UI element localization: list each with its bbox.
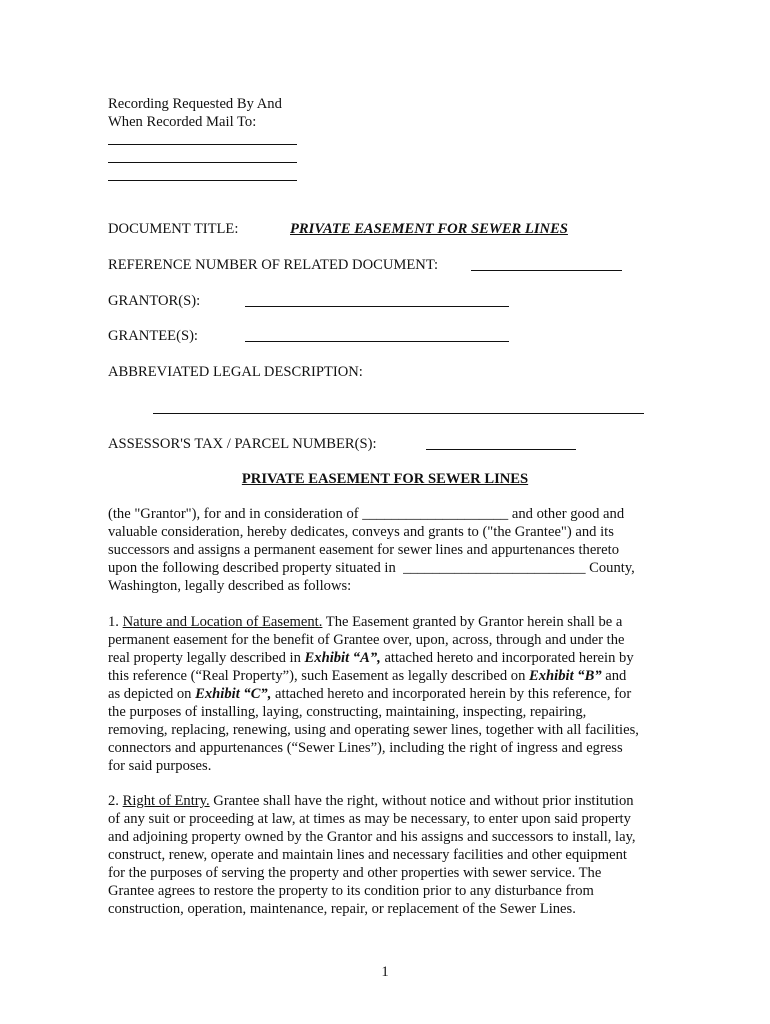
section-number: 2.	[108, 793, 119, 809]
intro-line: valuable consideration, hereby dedicates, conveys and grants to ("the Grantee") and its	[108, 524, 614, 540]
section-text: Grantee shall have the right, without notice and without prior institution	[213, 793, 634, 809]
section-line: removing, replacing, renewing, using and operating sewer lines, together with all facilities,	[108, 722, 639, 738]
section-2-paragraph	[108, 792, 663, 918]
assessor-parcel-label: ASSESSOR'S TAX / PARCEL NUMBER(S):	[108, 436, 377, 452]
exhibit-b-reference: Exhibit “B”	[529, 668, 602, 684]
mail-to-blank-1[interactable]	[108, 131, 297, 145]
section-number: 1.	[108, 614, 119, 630]
recording-requested-line: Recording Requested By And	[108, 96, 282, 112]
exhibit-a-reference: Exhibit “A”,	[304, 650, 381, 666]
intro-text: (the "Grantor"), for and in consideration of	[108, 506, 359, 522]
intro-paragraph	[108, 505, 663, 595]
section-line: connectors and appurtenances (“Sewer Lines”), including the right of ingress and egress	[108, 740, 623, 756]
section-title: Right of Entry.	[122, 793, 210, 809]
section-line: construction, operation, maintenance, repair, or replacement of the Sewer Lines.	[108, 901, 576, 917]
page-number: 1	[381, 964, 389, 980]
recording-mail-to-line: When Recorded Mail To:	[108, 114, 257, 130]
grantee-label: GRANTEE(S):	[108, 328, 198, 344]
section-1-paragraph	[108, 613, 663, 775]
section-line: for said purposes.	[108, 758, 212, 774]
mail-to-blank-2[interactable]	[108, 149, 297, 163]
grantee-blank[interactable]	[245, 327, 509, 342]
section-line: the purposes of installing, laying, constructing, maintaining, inspecting, repairing,	[108, 704, 587, 720]
section-text: attached hereto and incorporated herein by	[384, 650, 634, 666]
intro-line: Washington, legally described as follows:	[108, 578, 352, 594]
section-text: this reference (“Real Property”), such Easement as legally described on	[108, 668, 526, 684]
section-text: attached hereto and incorporated herein by this reference, for	[275, 686, 632, 702]
section-text: as depicted on	[108, 686, 192, 702]
legal-description-blank[interactable]	[153, 399, 644, 414]
legal-description-label: ABBREVIATED LEGAL DESCRIPTION:	[108, 364, 363, 380]
assessor-parcel-blank[interactable]	[426, 435, 576, 450]
intro-text: upon the following described property situated in	[108, 560, 396, 576]
section-line: permanent easement for the benefit of Grantee over, upon, across, through and under the	[108, 632, 625, 648]
grantor-blank[interactable]	[245, 292, 509, 307]
section-text: and	[605, 668, 627, 684]
reference-number-blank[interactable]	[471, 256, 622, 271]
easement-heading: PRIVATE EASEMENT FOR SEWER LINES	[241, 471, 529, 487]
intro-text: and other good and	[511, 506, 625, 522]
consideration-blank[interactable]: ____________________	[362, 506, 509, 522]
intro-text: County,	[589, 560, 635, 576]
section-line: construct, renew, operate and maintain lines and necessary facilities and other equipment	[108, 847, 627, 863]
section-line: of any suit or proceeding at law, at times as may be necessary, to enter upon said property	[108, 811, 631, 827]
document-title-value: PRIVATE EASEMENT FOR SEWER LINES	[290, 221, 568, 237]
grantor-label: GRANTOR(S):	[108, 293, 201, 309]
section-text: The Easement granted by Grantor herein shall be a	[325, 614, 623, 630]
section-title: Nature and Location of Easement.	[122, 614, 323, 630]
section-line: for the purposes of serving the property and other properties with sewer service. The	[108, 865, 602, 881]
intro-line: successors and assigns a permanent easement for sewer lines and appurtenances thereto	[108, 542, 619, 558]
mail-to-blank-3[interactable]	[108, 167, 297, 181]
section-line: Grantee agrees to restore the property to its condition prior to any disturbance from	[108, 883, 594, 899]
section-line: and adjoining property owned by the Grantor and his assigns and successors to install, lay,	[108, 829, 636, 845]
exhibit-c-reference: Exhibit “C”,	[195, 686, 272, 702]
county-blank[interactable]: _________________________	[403, 560, 586, 576]
section-text: real property legally described in	[108, 650, 301, 666]
document-title-label: DOCUMENT TITLE:	[108, 221, 239, 237]
reference-number-label: REFERENCE NUMBER OF RELATED DOCUMENT:	[108, 257, 439, 273]
